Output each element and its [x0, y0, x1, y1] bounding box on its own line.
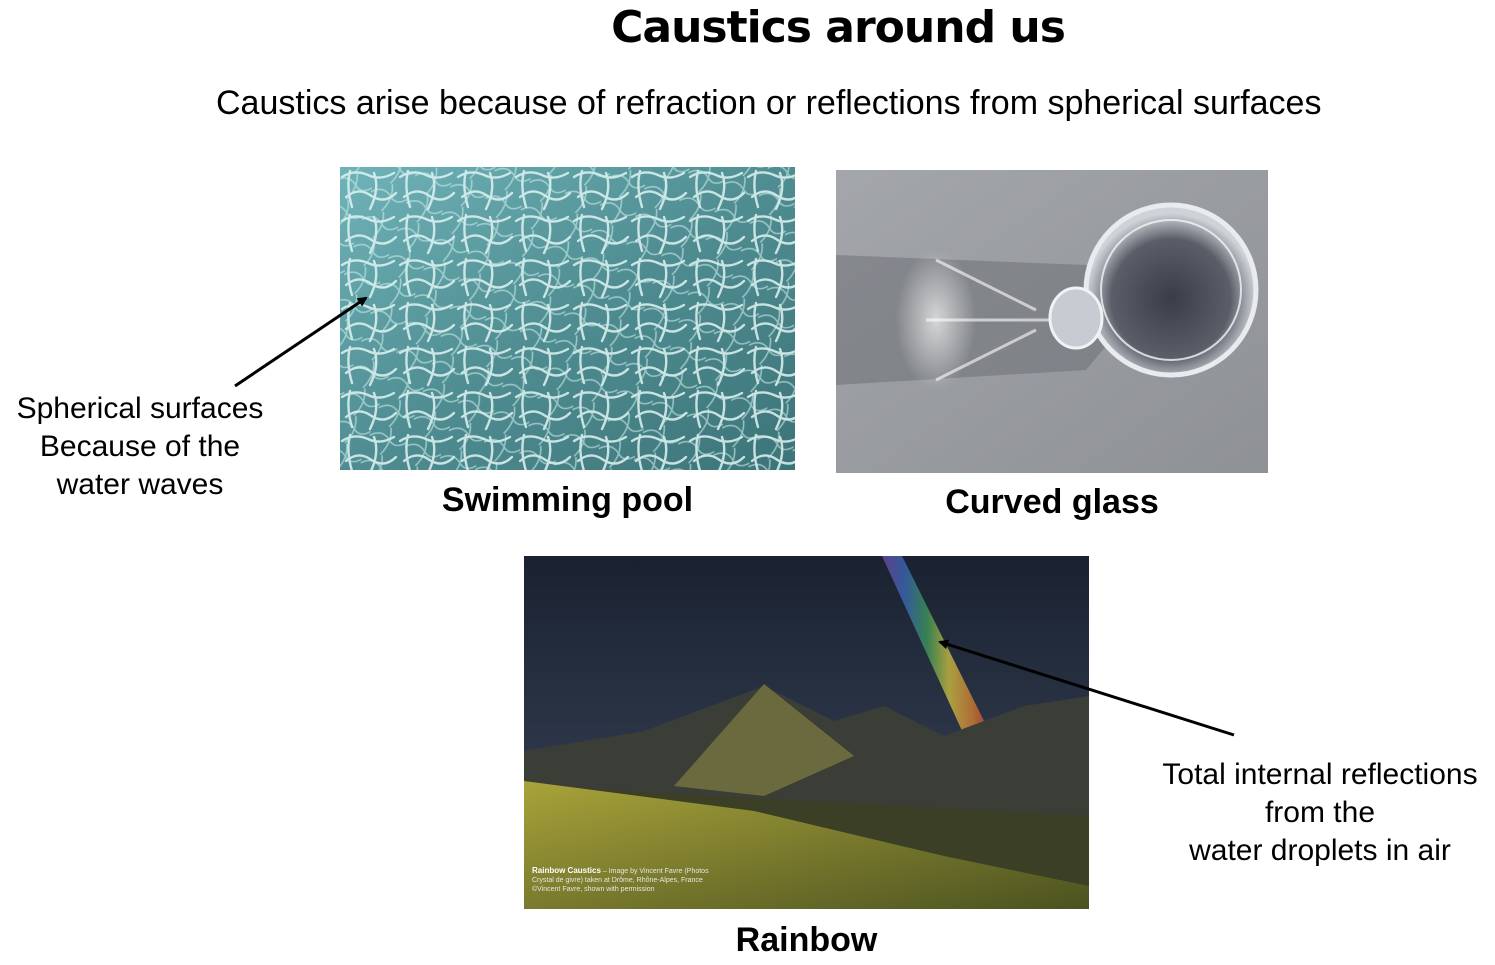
rainbow-caption: Rainbow [735, 921, 878, 959]
pool-note-line-2: Because of the [39, 430, 241, 463]
swimming-pool-caption: Swimming pool [441, 481, 694, 519]
curved-glass-photo [836, 170, 1268, 473]
rainbow-note-line-3: water droplets in air [1189, 834, 1451, 867]
rainbow-note-line-1: Total internal reflections [1162, 758, 1478, 791]
page-title: Caustics around us [611, 2, 1065, 53]
swimming-pool-photo [340, 167, 795, 470]
rainbow-credit: Rainbow Caustics – Image by Vincent Favre (Photos Crystal de givre) taken at Drôme, Rhône-Alpes, France ©Vincent Favre, shown with permission [532, 866, 709, 893]
pool-annotation [0, 390, 280, 504]
rainbow-annotation [1145, 756, 1495, 870]
pool-note-line-3: water waves [56, 468, 224, 501]
curved-glass-caption: Curved glass [945, 483, 1159, 521]
subtitle: Caustics arise because of refraction or reflections from spherical surfaces [216, 84, 1322, 122]
rainbow-photo [524, 556, 1089, 909]
rainbow-note-line-2: from the [1264, 796, 1376, 829]
pool-note-line-1: Spherical surfaces [16, 392, 264, 425]
